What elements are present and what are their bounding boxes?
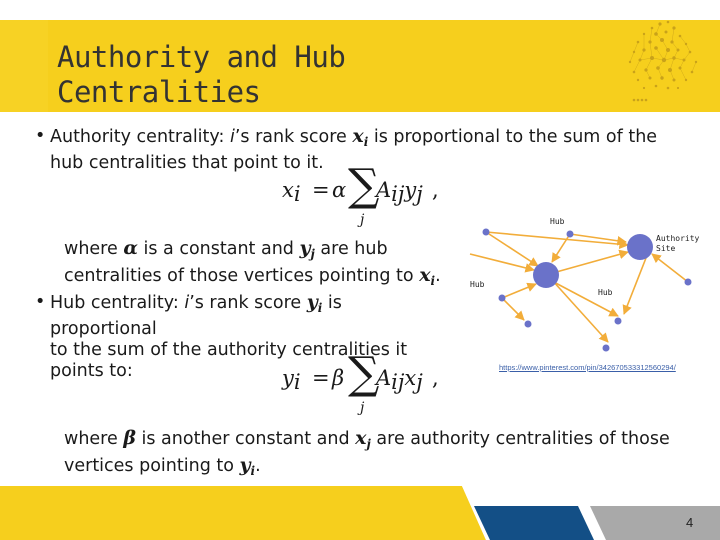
eq-term-a-sub: ij — [391, 182, 405, 206]
eq-sum-index: j — [360, 400, 365, 416]
hub-bullet-line2: to the sum of the authority centralities it — [50, 340, 408, 360]
label-authority-site-line2: Site — [656, 244, 676, 253]
hub-authority-diagram — [468, 210, 720, 360]
eq-lhs-var: y — [282, 366, 294, 390]
title-line-2: Centralities — [57, 75, 261, 109]
eq-term-y-sub: j — [416, 182, 423, 206]
eq-sum-symbol: ∑ — [348, 160, 380, 211]
authority-where-text — [64, 238, 464, 292]
where-pre: where — [64, 429, 124, 449]
eq-term — [376, 366, 423, 394]
label-hub-top: Hub — [550, 217, 565, 226]
label-hub-left: Hub — [470, 280, 485, 289]
eq-term-a: A — [376, 366, 392, 390]
authority-bullet-line2: hub centralities that point to it. — [50, 153, 324, 173]
eq-comma: , — [432, 178, 439, 202]
eq-lhs-sub: i — [293, 182, 301, 206]
hub-equation — [282, 348, 442, 420]
where-line2-pre: vertices pointing to — [64, 456, 240, 476]
authority-bullet-text-mid: ’s rank score — [234, 127, 353, 147]
eq-term-a-sub: ij — [391, 370, 405, 394]
where-line2-pre: centralities of those vertices pointing to — [64, 266, 420, 286]
math-beta: β — [123, 427, 136, 449]
eq-equals: = — [312, 366, 330, 390]
label-hub-bottom: Hub — [598, 288, 613, 297]
footer-yellow-band — [0, 486, 486, 540]
eq-equals: = — [312, 178, 330, 202]
slide-footer — [0, 486, 720, 540]
bullet-dot: • — [35, 126, 46, 146]
page-number: 4 — [686, 515, 694, 530]
where-line2-post: . — [255, 456, 261, 476]
hub-i: i — [184, 293, 190, 313]
math-sub-i: i — [317, 301, 323, 315]
eq-beta: β — [332, 366, 345, 390]
where-line2-post: . — [435, 266, 441, 286]
eq-term — [376, 178, 423, 206]
math-sub-i: i — [363, 135, 369, 149]
eq-alpha: α — [332, 178, 347, 202]
math-x: x — [352, 125, 364, 147]
footer-gray-band — [590, 506, 720, 540]
math-y: y — [306, 291, 318, 313]
bullet-dot: • — [35, 292, 46, 312]
eq-comma: , — [432, 366, 439, 390]
eq-lhs-sub: i — [293, 370, 301, 394]
eq-term-x: x — [404, 366, 417, 390]
title-line-1: Authority and Hub — [57, 40, 346, 74]
math-sub-j: j — [366, 437, 371, 451]
authority-bullet-text: Authority centrality: — [50, 127, 230, 147]
where-post: are hub — [314, 239, 388, 259]
hub-where-text — [64, 428, 684, 482]
math-sub-j: j — [310, 247, 315, 261]
slide-title — [57, 40, 345, 110]
where-pre: where — [64, 239, 124, 259]
eq-lhs-var: x — [282, 178, 294, 202]
math-alpha: α — [123, 237, 138, 259]
header-accent-block — [0, 20, 48, 112]
math-y: y — [239, 454, 251, 476]
dot-network-logo-icon — [608, 18, 708, 110]
math-sub-i: i — [430, 274, 436, 288]
hub-bullet-line3: points to: — [50, 361, 133, 381]
eq-term-x-sub: j — [416, 370, 423, 394]
math-x: x — [355, 427, 367, 449]
source-url-link[interactable]: https://www.pinterest.com/pin/342670533312560294/ — [499, 363, 676, 372]
math-sub-i: i — [250, 464, 256, 478]
math-y: y — [299, 237, 311, 259]
eq-sum-symbol: ∑ — [348, 348, 380, 399]
eq-lhs — [282, 178, 301, 206]
where-mid: is another constant and — [135, 429, 356, 449]
label-authority-site-line1: Authority — [656, 234, 700, 243]
eq-lhs — [282, 366, 301, 394]
where-post: are authority centralities of those — [370, 429, 670, 449]
authority-i: i — [229, 127, 235, 147]
hub-bullet-text: Hub centrality: — [50, 293, 185, 313]
footer-blue-band — [474, 506, 594, 540]
hub-bullet-text-mid: ’s rank score — [189, 293, 307, 313]
eq-term-y: y — [404, 178, 417, 202]
authority-bullet-text-post: is proportional to the sum of the — [368, 127, 658, 147]
hub-bullet-text-post: is proportional — [50, 293, 342, 339]
authority-equation — [282, 160, 442, 232]
math-x: x — [419, 264, 431, 286]
eq-sum-index: j — [360, 212, 365, 228]
eq-term-a: A — [376, 178, 392, 202]
where-mid: is a constant and — [137, 239, 300, 259]
